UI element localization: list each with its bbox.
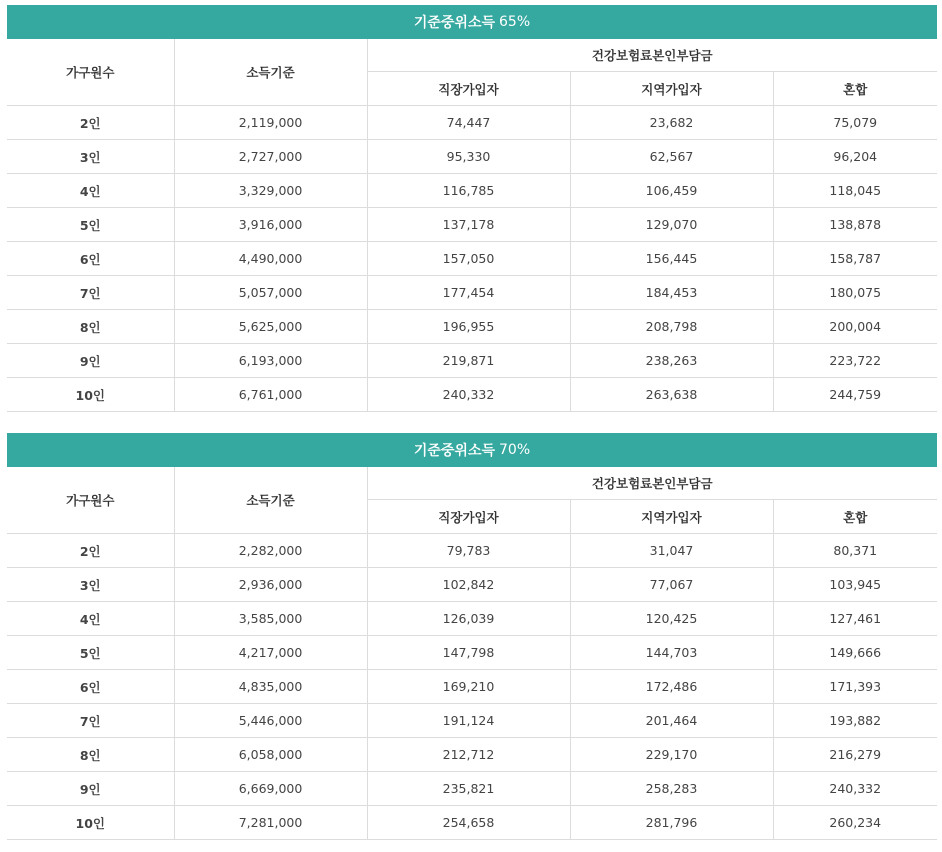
header-household: 가구원수: [7, 467, 174, 534]
cell-household: 4인: [7, 602, 174, 636]
table-title-percent: 70%: [499, 442, 531, 458]
cell-employee: 79,783: [367, 534, 570, 568]
cell-household: 6인: [7, 242, 174, 276]
table-row: [7, 636, 937, 670]
cell-income: 2,936,000: [174, 568, 367, 602]
income-premium-table: [7, 39, 937, 412]
cell-income: 6,058,000: [174, 738, 367, 772]
cell-income: 3,916,000: [174, 208, 367, 242]
cell-household: 3인: [7, 568, 174, 602]
cell-income: 2,119,000: [174, 106, 367, 140]
table-row: [7, 534, 937, 568]
cell-employee: 126,039: [367, 602, 570, 636]
cell-regional: 263,638: [570, 378, 773, 412]
cell-mixed: 75,079: [773, 106, 937, 140]
table-row: [7, 806, 937, 840]
cell-employee: 95,330: [367, 140, 570, 174]
cell-income: 3,585,000: [174, 602, 367, 636]
cell-regional: 229,170: [570, 738, 773, 772]
table-row: [7, 602, 937, 636]
cell-mixed: 244,759: [773, 378, 937, 412]
cell-mixed: 80,371: [773, 534, 937, 568]
cell-income: 4,490,000: [174, 242, 367, 276]
cell-regional: 62,567: [570, 140, 773, 174]
cell-employee: 147,798: [367, 636, 570, 670]
cell-income: 7,281,000: [174, 806, 367, 840]
table-title: 기준중위소득: [413, 15, 496, 31]
cell-employee: 177,454: [367, 276, 570, 310]
table-row: [7, 568, 937, 602]
cell-employee: 169,210: [367, 670, 570, 704]
table-title-percent: 65%: [499, 14, 531, 30]
table-row: [7, 276, 937, 310]
table-row: [7, 704, 937, 738]
cell-regional: 238,263: [570, 344, 773, 378]
table-row: [7, 174, 937, 208]
cell-household: 7인: [7, 276, 174, 310]
cell-mixed: 103,945: [773, 568, 937, 602]
cell-regional: 156,445: [570, 242, 773, 276]
cell-mixed: 216,279: [773, 738, 937, 772]
cell-regional: 144,703: [570, 636, 773, 670]
cell-regional: 106,459: [570, 174, 773, 208]
header-household: 가구원수: [7, 39, 174, 106]
table-row: [7, 344, 937, 378]
cell-household: 10인: [7, 806, 174, 840]
cell-mixed: 240,332: [773, 772, 937, 806]
header-regional: 지역가입자: [570, 500, 773, 534]
cell-employee: 74,447: [367, 106, 570, 140]
cell-mixed: 118,045: [773, 174, 937, 208]
cell-household: 2인: [7, 534, 174, 568]
table-row: [7, 310, 937, 344]
header-premium-group: 건강보험료본인부담금: [367, 467, 937, 500]
cell-mixed: 149,666: [773, 636, 937, 670]
cell-mixed: 171,393: [773, 670, 937, 704]
cell-income: 6,761,000: [174, 378, 367, 412]
cell-income: 2,282,000: [174, 534, 367, 568]
cell-mixed: 193,882: [773, 704, 937, 738]
cell-regional: 208,798: [570, 310, 773, 344]
table-row: [7, 670, 937, 704]
cell-regional: 129,070: [570, 208, 773, 242]
cell-employee: 191,124: [367, 704, 570, 738]
cell-mixed: 180,075: [773, 276, 937, 310]
median-income-65-table-block: [7, 5, 937, 412]
header-income: 소득기준: [174, 467, 367, 534]
cell-household: 5인: [7, 208, 174, 242]
table-title-bar: [7, 433, 937, 467]
header-employee: 직장가입자: [367, 72, 570, 106]
cell-regional: 172,486: [570, 670, 773, 704]
cell-regional: 77,067: [570, 568, 773, 602]
cell-household: 8인: [7, 738, 174, 772]
cell-household: 10인: [7, 378, 174, 412]
cell-regional: 184,453: [570, 276, 773, 310]
cell-mixed: 158,787: [773, 242, 937, 276]
table-row: [7, 738, 937, 772]
table-row: [7, 208, 937, 242]
cell-employee: 157,050: [367, 242, 570, 276]
table-row: [7, 242, 937, 276]
header-premium-group: 건강보험료본인부담금: [367, 39, 937, 72]
header-income: 소득기준: [174, 39, 367, 106]
table-row: [7, 772, 937, 806]
table-row: [7, 106, 937, 140]
header-employee: 직장가입자: [367, 500, 570, 534]
header-mixed: 혼합: [773, 72, 937, 106]
cell-mixed: 127,461: [773, 602, 937, 636]
cell-household: 8인: [7, 310, 174, 344]
cell-employee: 254,658: [367, 806, 570, 840]
median-income-70-table-block: [7, 433, 937, 840]
cell-household: 9인: [7, 344, 174, 378]
table-title: 기준중위소득: [413, 443, 496, 459]
cell-household: 3인: [7, 140, 174, 174]
cell-mixed: 223,722: [773, 344, 937, 378]
cell-employee: 212,712: [367, 738, 570, 772]
cell-income: 6,193,000: [174, 344, 367, 378]
cell-regional: 31,047: [570, 534, 773, 568]
cell-regional: 120,425: [570, 602, 773, 636]
cell-income: 4,217,000: [174, 636, 367, 670]
cell-regional: 201,464: [570, 704, 773, 738]
cell-income: 5,446,000: [174, 704, 367, 738]
cell-employee: 219,871: [367, 344, 570, 378]
table-row: [7, 140, 937, 174]
cell-mixed: 260,234: [773, 806, 937, 840]
cell-employee: 196,955: [367, 310, 570, 344]
header-regional: 지역가입자: [570, 72, 773, 106]
cell-household: 4인: [7, 174, 174, 208]
cell-income: 4,835,000: [174, 670, 367, 704]
cell-income: 2,727,000: [174, 140, 367, 174]
cell-employee: 235,821: [367, 772, 570, 806]
cell-income: 5,057,000: [174, 276, 367, 310]
cell-income: 6,669,000: [174, 772, 367, 806]
cell-income: 5,625,000: [174, 310, 367, 344]
cell-employee: 137,178: [367, 208, 570, 242]
table-row: [7, 378, 937, 412]
cell-mixed: 200,004: [773, 310, 937, 344]
cell-regional: 23,682: [570, 106, 773, 140]
cell-income: 3,329,000: [174, 174, 367, 208]
table-title-bar: [7, 5, 937, 39]
cell-regional: 258,283: [570, 772, 773, 806]
cell-employee: 102,842: [367, 568, 570, 602]
cell-household: 5인: [7, 636, 174, 670]
cell-employee: 240,332: [367, 378, 570, 412]
cell-regional: 281,796: [570, 806, 773, 840]
cell-household: 7인: [7, 704, 174, 738]
cell-household: 2인: [7, 106, 174, 140]
cell-mixed: 138,878: [773, 208, 937, 242]
income-premium-table: [7, 467, 937, 840]
cell-mixed: 96,204: [773, 140, 937, 174]
cell-household: 6인: [7, 670, 174, 704]
header-mixed: 혼합: [773, 500, 937, 534]
cell-employee: 116,785: [367, 174, 570, 208]
cell-household: 9인: [7, 772, 174, 806]
